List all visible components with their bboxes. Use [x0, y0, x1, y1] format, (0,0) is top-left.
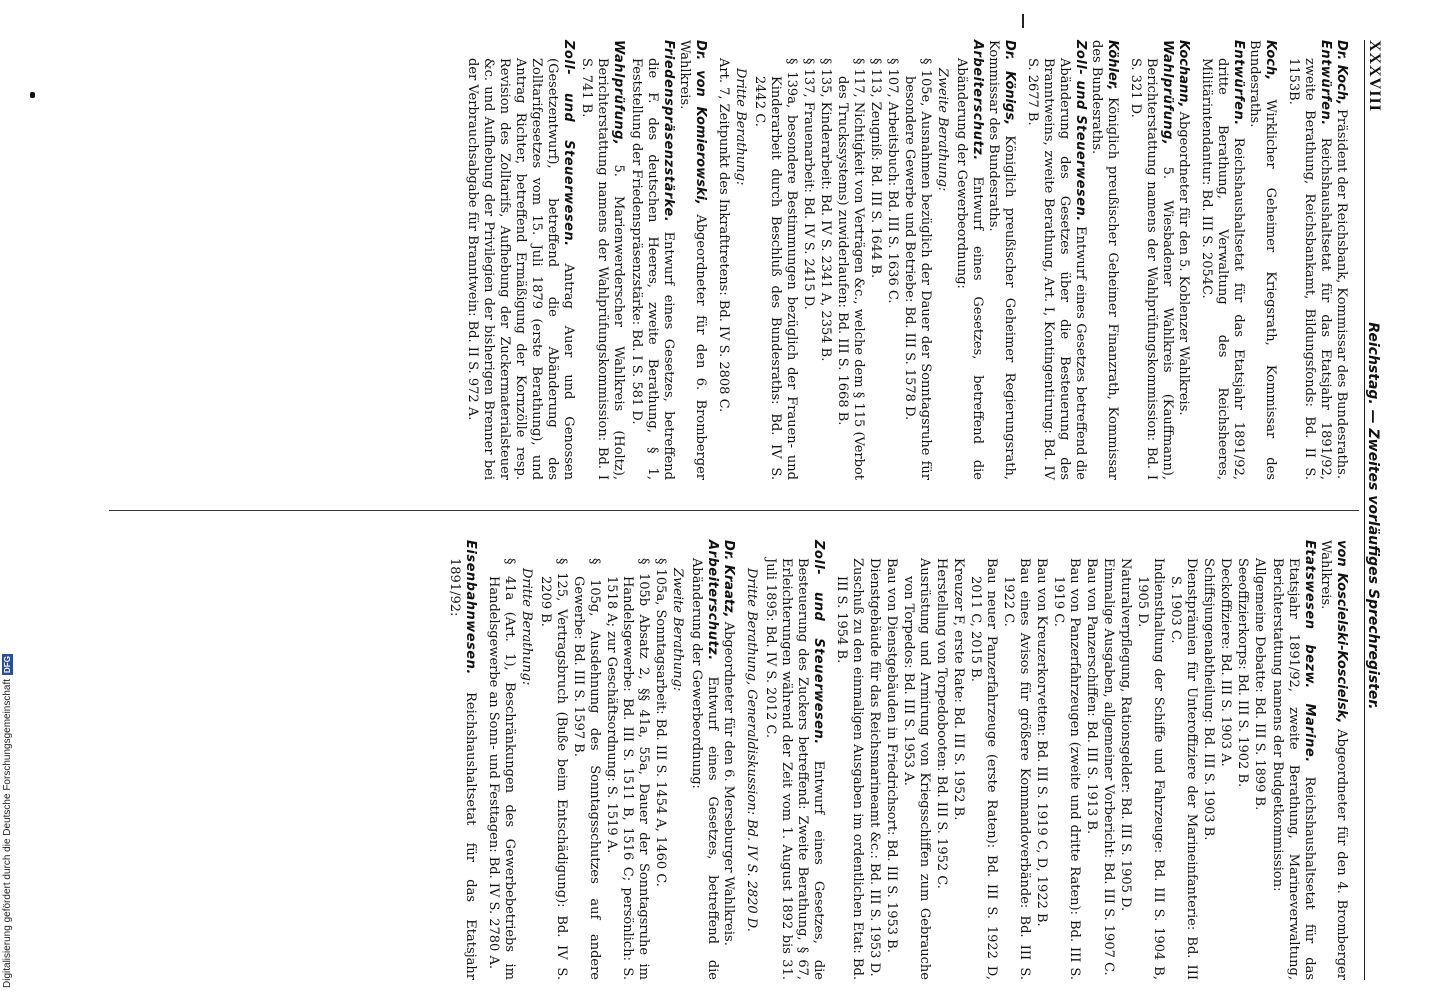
reference-line: Einmalige Ausgaben, allgemeiner Vorbericht: Bd. III S. 1907 C.: [1101, 558, 1116, 976]
person-name: von Koscielski-Koscielsk,: [1334, 540, 1349, 724]
topic-item: [464, 40, 576, 480]
topic-item: [1024, 40, 1088, 481]
reference-line: Ausrüstung und Armirung von Kriegsschiffen zum Gebrauche von Torpedos: Bd. III S. 1953 A.: [901, 558, 932, 980]
reference-line: Bau eines Avisos für größere Kommandoverbände: Bd. III S. 1922 C.: [1001, 558, 1032, 980]
person-name: Dr. von Komierowski,: [693, 40, 708, 205]
topic-label: Etatswesen bezw. Marine.: [1302, 540, 1317, 763]
reading-heading: Dritte Berathung:: [519, 568, 534, 686]
topic-text: Reichshaushaltsetat für das Etatsjahr 1891/92, dritte Berathung, Verwaltung des Reichsheeres, Militärintendantur: Bd. III S. 2054C.: [1199, 58, 1246, 480]
topic-text: Entwurf eines Gesetzes, betreffend die Abänderung der Gewerbeordnung:: [954, 58, 985, 481]
reference-line: Zuschuß zu den einmaligen Ausgaben im ordentlichen Etat: Bd. III S. 1954 B.: [834, 558, 865, 980]
reference-line: § 135, Kinderarbeit: Bd. IV S. 2341 A, 2354 B.: [818, 58, 833, 362]
rotated-register-page: [60, 40, 1405, 980]
reference-line: Dienstgebäude für das Reichsmarineamt &c.: Bd. III S. 1953 D.: [867, 558, 882, 977]
scan-speck: [30, 92, 35, 98]
reference-line: § 105g, Ausdehnung des Sonntagsschutzes auf andere Gewerbe: Bd. III S. 1597 B.: [571, 558, 602, 980]
topic-label: Arbeiterschutz.: [970, 40, 985, 161]
topic-text: Antrag Auer und Genossen (Gesetzentwurf), betreffend die Abänderung des Zolltarifgesetzes vom 15. Juli 1879 (erste Berathung), und Antrag Richter, betreffend Ermäßigung der Kornzölle resp. Revision des Zolltarifs, Aufhebung der Zuckermaterialsteuer &c. und Aufhebung der Privilegien der bisherigen Brenner bei der Verbrauchsabgabe für Branntwein: Bd. II S. 972 A.: [465, 58, 576, 480]
entry-heading: [720, 540, 736, 980]
reference-line: Bau von Kreuzerkorvetten: Bd. III S. 1919 C, D, 1922 B.: [1034, 558, 1049, 927]
page-number: XXXVIII: [1366, 40, 1383, 112]
reading-heading: Zweite Berathung:: [935, 68, 950, 192]
reference-line: § 105a, Sonntagsarbeit: Bd. III S. 1454 A, 1460 C.: [653, 558, 668, 887]
entry-heading: [1246, 40, 1278, 480]
person-description: Königlich preußischer Geheimer Regierungsrath, Kommissar des Bundesraths.: [986, 40, 1017, 480]
topic-label: Zoll- und Steuerwesen.: [811, 540, 826, 745]
reference-line: § 117, Nichtigkeit von Verträgen &c., welche dem § 115 (Verbot des Truckssystems) zuwiderlaufen: Bd. III S. 1668 B.: [835, 58, 866, 480]
reference-line: Naturalverpflegung, Rationsgelder: Bd. III S. 1905 D.: [1118, 558, 1133, 912]
topic-label: Entwürfen.: [1231, 40, 1246, 126]
entry-heading: [1175, 40, 1191, 480]
entry-heading: [985, 40, 1017, 480]
topic-item: [578, 40, 626, 480]
reference-line: Indiensthaltung der Schiffe und Fahrzeuge: Bd. III S. 1904 B, 1905 D.: [1135, 558, 1166, 980]
reference-line: § 139a, besondere Bestimmungen bezüglich der Frauen- und Kinderarbeit durch Beschluß des Bundesraths: Bd. IV S. 2442 C.: [752, 58, 799, 480]
person-name: Dr. Kraatz,: [721, 540, 736, 618]
dfg-logo-icon: DFG: [2, 656, 12, 673]
column-divider: [109, 510, 1359, 511]
topic-label: Wahlprüfung,: [1160, 40, 1175, 146]
topic-label: Zoll- und Steuerwesen.: [1073, 40, 1088, 222]
reference-line: § 105b Absatz 2, §§ 41a, 55a, Dauer der Sonntagsruhe im Handelsgewerbe: Bd. III S. 1511 B, 1516 C; persönlich: S. 1518 A; zur Geschäftsordnung: S. 1519 A.: [604, 558, 651, 980]
reference-line: Seeoffizierkorps: Bd. III S. 1902 B.: [1235, 558, 1250, 788]
topic-item: [953, 40, 985, 481]
entry-heading: [676, 40, 708, 480]
reading-heading: Dritte Berathung:: [733, 68, 748, 186]
scan-mark: [1022, 14, 1024, 28]
reference-line: Art. 7, Zeitpunkt des Inkrafttretens: Bd. IV S. 2808 C.: [716, 58, 731, 413]
entry-heading: [1333, 40, 1349, 480]
reference-line: Herstellung von Torpedobooten: Bd. III S. 1952 C.: [934, 558, 949, 889]
topic-item: [446, 540, 478, 980]
topic-text: Entwurf eines Gesetzes, betreffend die Abänderung der Gewerbeordnung:: [689, 558, 720, 981]
register-entry: [715, 40, 1017, 480]
person-name: Kochann,: [1176, 40, 1191, 108]
reference-line: Bau neuer Panzerfahrzeuge (erste Raten): Bd. III S. 1922 D, 2011 C, 2015 B.: [968, 558, 999, 980]
reference-line: § 113, Zeugniß: Bd. III S. 1644 B.: [868, 58, 883, 279]
register-entry: [1127, 40, 1191, 480]
topic-text: 5. Marienwerderscher Wahlkreis (Holtz), Berichterstattung namens der Wahlprüfungskommission: Bd. I S. 741 B.: [579, 58, 626, 480]
reference-line: § 107, Arbeitsbuch: Bd. III S. 1636 C.: [885, 58, 900, 304]
topic-text: Entwurf eines Gesetzes, die Besteuerung des Zuckers betreffend: Zweite Berathung, § 67, Erleichterungen während der Zeit vom 1. August 1892 bis 31. Juli 1895: Bd. IV S. 2012 C.: [763, 558, 826, 980]
reference-line: Deckoffiziere: Bd. III S. 1903 A.: [1218, 558, 1233, 767]
right-column: [439, 540, 1349, 980]
person-description: Königlich preußischer Geheimer Finanzrath, Kommissar des Bundesraths.: [1089, 40, 1120, 480]
topic-item: [1198, 40, 1246, 480]
topic-item: [1285, 40, 1333, 480]
person-name: Dr. Koch,: [1334, 40, 1349, 106]
entry-heading: [1317, 540, 1349, 980]
person-description: Präsident der Reichsbank, Kommissar des Bundesraths.: [1334, 109, 1349, 479]
running-title: Reichstag. — Zweites vorläufiges Sprechregister.: [1365, 322, 1381, 710]
register-entry: [464, 40, 708, 480]
topic-text: Entwurf eines Gesetzes betreffend die Abänderung des Gesetzes über die Besteuerung des Branntweins, zweite Berathung, Art. I, Kontingentirung: Bd. IV S. 2677 B.: [1025, 58, 1088, 481]
left-column: [457, 40, 1349, 480]
topic-item: [1269, 540, 1317, 980]
person-name: Koch,: [1263, 40, 1278, 81]
register-entry: [485, 540, 736, 980]
topic-label: Wahlprüfung,: [611, 40, 626, 146]
topic-label: Entwürfen.: [1318, 40, 1333, 126]
register-entry: [446, 540, 478, 980]
entry-heading: [1088, 40, 1120, 480]
reference-line: Bau von Panzerschiffen: Bd. III S. 1913 B.: [1084, 558, 1099, 835]
register-entry: [833, 540, 1349, 980]
topic-label: Eisenbahnwesen.: [463, 540, 478, 675]
topic-item: [628, 40, 676, 480]
person-description: Abgeordneter für den 5. Koblenzer Wahlkreis.: [1176, 111, 1191, 416]
reference-line: § 41a (Art. 1), Beschränkungen des Gewerbebetriebs im Handelsgewerbe an Sonn- und Festtagen: Bd. IV S. 2780 A.: [486, 558, 517, 980]
register-entry: [1024, 40, 1120, 480]
register-entry: [743, 540, 826, 980]
person-description: Wirklicher Geheimer Kriegsrath, Kommissar des Bundesraths.: [1247, 40, 1278, 480]
topic-text: Reichshaushaltsetat für das Etatsjahr 1891/92, zweite Berathung, Reichsbankamt, Bildungsfonds: Bd. II S. 1153B.: [1286, 58, 1333, 480]
topic-item: [762, 540, 826, 980]
topic-text: 5. Wiesbadener Wahlkreis (Kauffmann), Berichterstattung namens der Wahlprüfungskommission: Bd. I S. 321 D.: [1128, 58, 1175, 480]
reference-line: Dienstprämien für Unteroffiziere der Marineinfanterie: Bd. III S. 1903 C.: [1168, 558, 1199, 980]
register-entry: [1198, 40, 1278, 480]
person-name: Dr. Königs,: [1002, 40, 1017, 126]
reference-line: § 125, Vertragsbruch (Buße beim Entschädigung): Bd. IV S. 2209 B.: [538, 558, 569, 980]
reference-line: Bau von Dienstgebäuden in Friedrichsort: Bd. III S. 1953 B.: [884, 558, 899, 953]
person-description: Abgeordneter für den 4. Bromberger Wahlkreis.: [1318, 540, 1349, 980]
reference-line: Schiffsjungenabtheilung: Bd. III S. 1903 B.: [1201, 558, 1216, 841]
person-name: Köhler,: [1105, 40, 1120, 91]
reference-line: Allgemeine Debatte: Bd. III S. 1899 B.: [1252, 558, 1267, 811]
topic-item: [688, 540, 720, 981]
person-description: Abgeordneter für den 6. Bromberger Wahlkreis.: [677, 40, 708, 480]
reference-line: Kreuzer F, erste Rate: Bd. III S. 1952 B.: [951, 558, 966, 821]
reference-line: Bau von Panzerfahrzeugen (zweite und dritte Raten): Bd. III S. 1919 C.: [1051, 558, 1082, 980]
topic-label: Zoll- und Steuerwesen.: [561, 40, 576, 247]
page-header: [1364, 40, 1405, 980]
topic-item: [1127, 40, 1175, 480]
reference-line: § 105e, Ausnahmen bezüglich der Dauer der Sonntagsruhe für besondere Gewerbe und Betriebe: Bd. III S. 1578 D.: [902, 58, 933, 480]
topic-text: Reichshaushaltsetat für das Etatsjahr 1891/92:: [447, 558, 478, 980]
register-entry: [1285, 40, 1349, 480]
topic-label: Arbeiterschutz.: [705, 540, 720, 661]
person-description: Abgeordneter für den 6. Merseburger Wahlkreis.: [721, 621, 736, 946]
credit-text: Digitalisierung gefördert durch die Deutsche Forschungsgemeinschaft: [1, 678, 13, 988]
topic-text: Reichshaushaltsetat für das Etatsjahr 1891/92, zweite Berathung, Marineverwaltung, Berichterstattung namens der Budgetkommission:: [1270, 558, 1317, 980]
reading-heading: Dritte Berathung, Generaldiskussion: Bd. IV S. 2820 D.: [744, 568, 759, 932]
reading-heading: Zweite Berathung:: [670, 568, 685, 692]
reference-line: § 137, Frauenarbeit: Bd. IV S. 2415 D.: [801, 58, 816, 310]
topic-text: Entwurf eines Gesetzes, betreffend die F. des deutschen Heeres, zweite Berathung, § 1, Feststellung der Friedenspräsenzstärke: Bd. I S. 581 D.: [629, 58, 676, 480]
digitization-credit: [0, 0, 14, 988]
topic-label: Friedenspräsenzstärke.: [661, 40, 676, 223]
